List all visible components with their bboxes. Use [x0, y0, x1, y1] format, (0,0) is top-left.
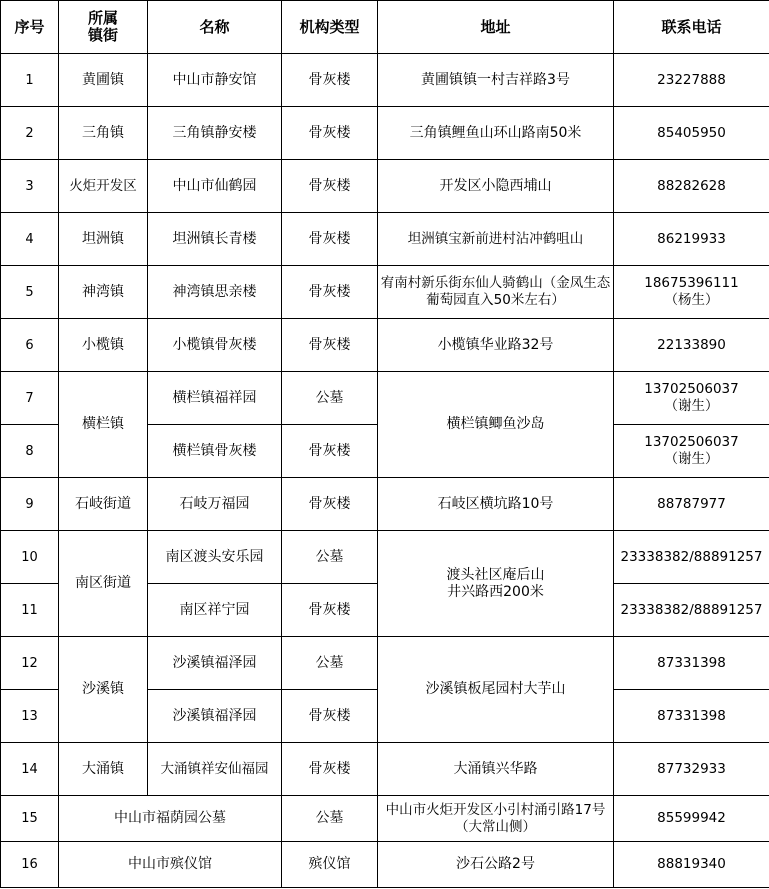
table-row [1, 213, 769, 266]
cell-type: 公墓 [282, 637, 378, 690]
cell-phone: 88787977 [614, 478, 769, 531]
cell-name: 小榄镇骨灰楼 [148, 319, 282, 372]
cell-seq: 6 [1, 319, 59, 372]
cell-seq: 10 [1, 531, 59, 584]
cell-phone: 86219933 [614, 213, 769, 266]
cell-type: 公墓 [282, 531, 378, 584]
cell-address: 沙溪镇板尾园村大芋山 [378, 637, 614, 743]
cell-name: 中山市福荫园公墓 [59, 796, 282, 842]
cell-address: 横栏镇鲫鱼沙岛 [378, 372, 614, 478]
cell-seq: 7 [1, 372, 59, 425]
cell-type: 骨灰楼 [282, 690, 378, 743]
table-row [1, 54, 769, 107]
cell-type: 骨灰楼 [282, 54, 378, 107]
cell-seq: 9 [1, 478, 59, 531]
cell-phone: 23338382/88891257 [614, 584, 769, 637]
cell-seq: 5 [1, 266, 59, 319]
table-row [1, 842, 769, 888]
cell-seq: 14 [1, 743, 59, 796]
cell-phone: 85599942 [614, 796, 769, 842]
cell-name: 横栏镇骨灰楼 [148, 425, 282, 478]
cell-type: 骨灰楼 [282, 425, 378, 478]
header-name: 名称 [148, 1, 282, 54]
table-row [1, 531, 769, 584]
cell-type: 骨灰楼 [282, 107, 378, 160]
cell-name: 沙溪镇福泽园 [148, 637, 282, 690]
cell-phone: 13702506037 （谢生） [614, 372, 769, 425]
header-address: 地址 [378, 1, 614, 54]
cell-phone: 22133890 [614, 319, 769, 372]
cell-address: 开发区小隐西埔山 [378, 160, 614, 213]
header-seq: 序号 [1, 1, 59, 54]
cell-address: 石岐区横坑路10号 [378, 478, 614, 531]
table-row [1, 796, 769, 842]
cell-address: 大涌镇兴华路 [378, 743, 614, 796]
cell-name: 沙溪镇福泽园 [148, 690, 282, 743]
cell-address: 沙石公路2号 [378, 842, 614, 888]
table-row [1, 160, 769, 213]
header-row [1, 1, 769, 54]
cell-type: 殡仪馆 [282, 842, 378, 888]
cell-town: 石岐街道 [59, 478, 148, 531]
cell-town: 神湾镇 [59, 266, 148, 319]
cell-phone: 23227888 [614, 54, 769, 107]
cell-seq: 15 [1, 796, 59, 842]
cell-seq: 2 [1, 107, 59, 160]
cell-type: 骨灰楼 [282, 478, 378, 531]
cell-type: 骨灰楼 [282, 160, 378, 213]
cell-name: 坦洲镇长青楼 [148, 213, 282, 266]
cell-name: 神湾镇思亲楼 [148, 266, 282, 319]
cell-phone: 87331398 [614, 637, 769, 690]
header-phone: 联系电话 [614, 1, 769, 54]
header-town [59, 1, 148, 54]
cell-town: 横栏镇 [59, 372, 148, 478]
table-row [1, 107, 769, 160]
cell-seq: 13 [1, 690, 59, 743]
cell-town: 大涌镇 [59, 743, 148, 796]
cell-seq: 3 [1, 160, 59, 213]
cell-address: 三角镇鲤鱼山环山路南50米 [378, 107, 614, 160]
table-row [1, 637, 769, 690]
cell-address: 黄圃镇镇一村吉祥路3号 [378, 54, 614, 107]
cell-phone: 13702506037 （谢生） [614, 425, 769, 478]
cell-town: 黄圃镇 [59, 54, 148, 107]
table-row [1, 478, 769, 531]
cell-phone: 87732933 [614, 743, 769, 796]
cell-town: 小榄镇 [59, 319, 148, 372]
cell-name: 石岐万福园 [148, 478, 282, 531]
cell-town: 三角镇 [59, 107, 148, 160]
cell-phone: 18675396111 （杨生） [614, 266, 769, 319]
cell-seq: 11 [1, 584, 59, 637]
cell-name: 南区祥宁园 [148, 584, 282, 637]
cell-address: 中山市火炬开发区小引村涌引路17号（大常山侧） [378, 796, 614, 842]
cell-seq: 12 [1, 637, 59, 690]
cell-town: 火炬开发区 [59, 160, 148, 213]
cell-name: 横栏镇福祥园 [148, 372, 282, 425]
header-town-text: 所属 镇街 [87, 9, 118, 44]
cell-town: 坦洲镇 [59, 213, 148, 266]
cell-name: 中山市殡仪馆 [59, 842, 282, 888]
cell-seq: 4 [1, 213, 59, 266]
cell-type: 公墓 [282, 796, 378, 842]
cell-type: 骨灰楼 [282, 266, 378, 319]
cell-phone: 87331398 [614, 690, 769, 743]
cell-address: 小榄镇华业路32号 [378, 319, 614, 372]
table-row [1, 743, 769, 796]
cell-phone: 88282628 [614, 160, 769, 213]
cell-address: 坦洲镇宝新前进村沾冲鹤咀山 [378, 213, 614, 266]
header-type: 机构类型 [282, 1, 378, 54]
cell-seq: 8 [1, 425, 59, 478]
cell-phone: 88819340 [614, 842, 769, 888]
cell-town: 沙溪镇 [59, 637, 148, 743]
cell-phone: 23338382/88891257 [614, 531, 769, 584]
cell-seq: 16 [1, 842, 59, 888]
cell-name: 大涌镇祥安仙福园 [148, 743, 282, 796]
cell-name: 中山市仙鹤园 [148, 160, 282, 213]
cell-phone: 85405950 [614, 107, 769, 160]
cell-type: 公墓 [282, 372, 378, 425]
cell-name: 中山市静安馆 [148, 54, 282, 107]
cell-type: 骨灰楼 [282, 319, 378, 372]
cell-type: 骨灰楼 [282, 213, 378, 266]
table-row [1, 319, 769, 372]
table-row [1, 372, 769, 425]
cell-name: 三角镇静安楼 [148, 107, 282, 160]
cell-seq: 1 [1, 54, 59, 107]
cell-address: 渡头社区庵后山 井兴路西200米 [378, 531, 614, 637]
cell-type: 骨灰楼 [282, 743, 378, 796]
cell-town: 南区街道 [59, 531, 148, 637]
table-row [1, 266, 769, 319]
cell-address: 宥南村新乐街东仙人骑鹤山（金凤生态葡萄园直入50米左右） [378, 266, 614, 319]
cell-type: 骨灰楼 [282, 584, 378, 637]
cell-name: 南区渡头安乐园 [148, 531, 282, 584]
